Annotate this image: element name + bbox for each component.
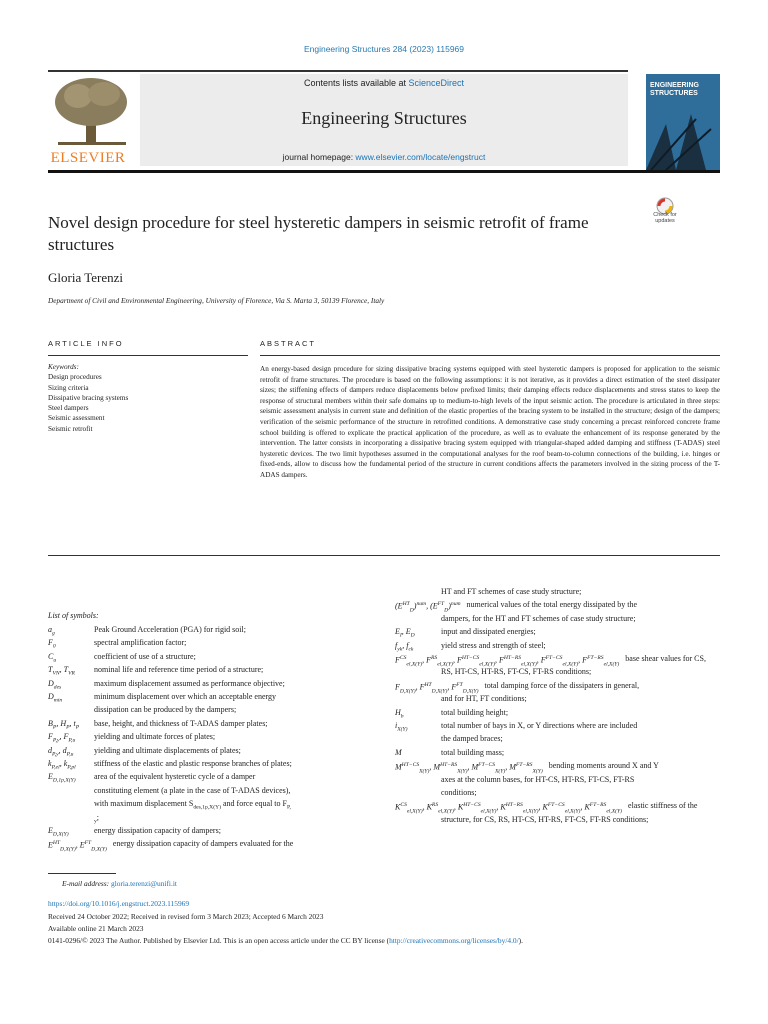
symbol-term: $i_{X(Y)}$ <box>395 721 408 733</box>
symbol-description: yielding and ultimate displacements of plates; <box>94 745 241 755</box>
symbols-right-column <box>395 586 725 856</box>
symbol-description: RS, HT-CS, HT-RS, FT-CS, FT-RS conditions; <box>441 667 592 677</box>
symbol-description: total building height; <box>441 707 509 717</box>
symbol-description: area of the equivalent hysteretic cycle of a damper <box>94 772 256 782</box>
symbol-description: total damping force of the dissipaters in general, <box>484 680 640 690</box>
symbols-left-column <box>48 624 378 864</box>
abstract-bottom-rule <box>48 555 720 556</box>
abstract-rule <box>260 355 720 356</box>
doi-link[interactable] <box>48 899 189 908</box>
cover-title-line2: STRUCTURES <box>650 90 698 97</box>
symbol-term: $M^{HT-CS}_{X(Y)}$, $M^{HT-RS}_{X(Y)}$, $M^{FT-CS}_{X(Y)}$, $M^{FT-RS}_{X(Y)}$ <box>395 762 543 775</box>
symbol-term: $a_g$ <box>48 625 55 637</box>
symbol-description: spectral amplification factor; <box>94 638 187 648</box>
symbol-description: energy dissipation capacity of dampers; <box>94 826 221 835</box>
check-for-updates-label: Check for updates <box>653 212 677 224</box>
symbol-description: total building mass; <box>441 747 505 757</box>
symbol-description: total number of bays in X, or Y directions where are included <box>441 721 638 730</box>
sciencedirect-link[interactable]: ScienceDirect <box>408 78 465 88</box>
symbol-term: $F_0$ <box>48 638 56 650</box>
header-thick-rule <box>48 170 720 173</box>
symbol-description: input and dissipated energies; <box>441 627 536 637</box>
symbol-term: $K^{CS}_{el,X(Y)}$, $K^{RS}_{el,X(Y)}$, $K^{HT-CS}_{el,X(Y)}$, $K^{HT-RS}_{el,X(Y)}$, $K^{FT-CS}_{el,X(Y)}$, $K^{FT-RS}_{el,X(Y)}$ <box>395 802 623 815</box>
symbol-description: bending moments around X and Y <box>548 761 659 771</box>
journal-reference[interactable]: Engineering Structures 284 (2023) 115969 <box>303 44 465 54</box>
keyword-item: Steel dampers <box>48 404 89 413</box>
symbol-description: minimum displacement over which an acceptable energy <box>94 692 277 701</box>
symbol-term: $H_b$ <box>395 707 404 720</box>
email-label: E-mail address: <box>62 879 110 888</box>
email-link[interactable]: gloria.terenzi@unifi.it <box>111 879 177 888</box>
symbol-description: conditions; <box>441 788 477 797</box>
received-dates: Received 24 October 2022; Received in revised form 3 March 2023; Accepted 6 March 2023 <box>48 912 324 921</box>
symbol-term: $D_{min}$ <box>48 692 63 704</box>
abstract-text: An energy-based design procedure for sizing dissipative bracing systems equipped with steel hysteretic dampers is proposed for application to the seismic retrofit of frame structures. The procedure is based on the following assumptions: it is not iterative, as it provides a direct estimation of the steel dissipater sizes; the stiffening effects of dampers reduce displacements below prefixed limits; their damping effects reduce displacements and stress states to keep the response of structural members within their safe domains up to medium-to-high levels of the input seismic action. The procedure is articulated in three steps: seismic assessment analysis in current state and definition of the elastic properties of the bracing system to be installed in the structure; design of the dampers; verification of the seismic performance of the structure in retrofitted conditions. A demonstrative case study concerning a precast reinforced concrete frame school building is offered to explicate the practical application of the procedure, as well as to evaluate the enhancement of its response generated by the intervention. The latter consists in incorporating a dissipative bracing system equipped with triangular-shaped added damping and stiffness (T-ADAS) steel hysteretic devices. The two limit hypotheses assumed in the computational analyses for the roof beam-to-column connections of the building, i.e. hinges or fixed-ends, allow to discuss how the fundamental period of the structure in current conditions affects the parameters involved in the sizing process of the T-ADAS dampers. <box>260 365 720 479</box>
symbol-term: $F_{P,y}$, $F_{P,u}$ <box>48 732 76 744</box>
symbol-description: elastic stiffness of the <box>628 801 698 811</box>
keyword-item: Seismic retrofit <box>48 424 93 433</box>
symbol-description: constituting element (a plate in the case of T-ADAS devices), <box>94 785 291 795</box>
symbol-term: $E^{HT}_{D,X(Y)}$, $E^{FT}_{D,X(Y)}$ <box>48 840 107 853</box>
publisher-name: ELSEVIER <box>50 150 126 166</box>
keywords-block <box>48 362 248 434</box>
keywords-label: Keywords: <box>48 363 79 371</box>
symbol-term: $B_P$, $H_P$, $t_P$ <box>48 718 80 731</box>
online-date: Available online 21 March 2023 <box>48 924 144 933</box>
article-title: Novel design procedure for steel hysteretic dampers in seismic retrofit of frame structures <box>48 213 589 254</box>
symbol-term: $E_I$, $E_D$ <box>395 627 415 639</box>
email-footnote <box>62 879 177 888</box>
journal-title: Engineering Structures <box>301 108 467 128</box>
article-info-heading: ARTICLE INFO <box>48 339 124 348</box>
keyword-item: Sizing criteria <box>48 383 89 392</box>
cover-title-line1: ENGINEERING <box>650 82 700 89</box>
keyword-item: Seismic assessment <box>48 414 105 423</box>
author-affiliation: Department of Civil and Environmental Engineering, University of Florence, Via S. Marta 3, 50139 Florence, Italy <box>48 296 385 305</box>
symbols-heading: List of symbols: <box>48 611 99 620</box>
license-prefix: 0141-0296/© 2023 The Author. Published by Elsevier Ltd. This is an open access article under the CC BY license ( <box>48 936 390 945</box>
symbol-description: stiffness of the elastic and plastic response branches of plates; <box>94 759 292 768</box>
symbol-term: M <box>395 747 402 757</box>
keyword-item: Design procedures <box>48 373 102 382</box>
symbol-description: yielding and ultimate forces of plates; <box>94 732 216 742</box>
doi-text[interactable]: https://doi.org/10.1016/j.engstruct.2023.115969 <box>48 899 190 908</box>
header-rule <box>48 70 628 72</box>
symbol-description: nominal life and reference time period of a structure; <box>94 665 264 675</box>
cover-title <box>650 82 716 98</box>
symbol-term: $F^{CS}_{el,X(Y)}$, $F^{RS}_{el,X(Y)}$, $F^{HT-CS}_{el,X(Y)}$, $F^{HT-RS}_{el,X(Y)}$, $F^{FT-CS}_{el,X(Y)}$, $F^{FT-RS}_{el,X(Y)}$ <box>395 655 620 668</box>
symbol-term: $d_{P,y}$, $d_{P,u}$ <box>48 745 74 758</box>
symbol-term: $E_{D,1p,X(Y)}$ <box>48 772 76 784</box>
symbol-description: yield stress and strength of steel; <box>441 640 546 650</box>
symbol-description: maximum displacement assumed as performance objective; <box>94 678 285 688</box>
symbol-description: structure, for CS, RS, HT-CS, HT-RS, FT-CS, FT-RS conditions; <box>441 814 649 824</box>
keyword-item: Dissipative bracing systems <box>48 393 129 402</box>
abstract-heading: ABSTRACT <box>260 339 317 348</box>
symbol-term: $E_{D,X(Y)}$ <box>48 826 69 838</box>
symbol-term: $T_{VN}$, $T_{VR}$ <box>48 665 75 677</box>
homepage-line <box>140 152 628 162</box>
symbol-description: energy dissipation capacity of dampers evaluated for the <box>112 839 294 849</box>
symbol-description: Peak Ground Acceleration (PGA) for rigid soil; <box>94 625 246 634</box>
symbol-term: $f_{yk}$, $f_{ck}$ <box>395 640 414 653</box>
symbol-description: with maximum displacement $S_{des,1p,X(Y)}$ and force equal to $F_{P,}$ <box>94 799 291 811</box>
symbol-description: axes at the column bases, for HT-CS, HT-RS, FT-CS, FT-RS <box>441 774 635 784</box>
symbol-description: $_y$; <box>94 812 100 825</box>
symbol-description: and for HT, FT conditions; <box>441 694 527 704</box>
contents-prefix: Contents lists available at <box>303 78 409 88</box>
symbol-description: dissipation can be produced by the dampers; <box>94 705 237 715</box>
symbol-description: dampers, for the HT and FT schemes of case study structure; <box>441 613 636 623</box>
homepage-link[interactable]: www.elsevier.com/locate/engstruct <box>355 152 486 162</box>
license-line <box>48 936 523 945</box>
symbol-term: $(E^{HT}_D)^{num}$, $(E^{FT}_D)^{num}$ <box>395 601 461 614</box>
article-info-rule <box>48 355 248 356</box>
symbol-term: $k_{P,el}$, $k_{P,pl}$ <box>48 759 76 771</box>
symbol-description: base shear values for CS, <box>625 654 706 663</box>
symbol-description: HT and FT schemes of case study structure; <box>441 587 582 596</box>
symbol-term: $F_{D,X(Y)}$, $F^{HT}_{D,X(Y)}$, $F^{FT}_{D,X(Y)}$ <box>395 681 479 695</box>
symbol-description: the damped braces; <box>441 734 503 744</box>
license-link[interactable]: http://creativecommons.org/licenses/by/4.0/ <box>389 936 519 945</box>
footnote-rule <box>48 873 116 874</box>
symbol-description: numerical values of the total energy dissipated by the <box>466 600 637 610</box>
author-name[interactable]: Gloria Terenzi <box>48 270 124 285</box>
symbol-description: base, height, and thickness of T-ADAS damper plates; <box>94 718 268 728</box>
homepage-prefix: journal homepage: <box>282 152 356 162</box>
symbol-term: $D_{des}$ <box>48 678 62 691</box>
license-suffix: ). <box>518 936 523 945</box>
contents-line <box>140 78 628 88</box>
symbol-term: $C_u$ <box>48 651 57 664</box>
symbol-description: coefficient of use of a structure; <box>94 651 196 661</box>
